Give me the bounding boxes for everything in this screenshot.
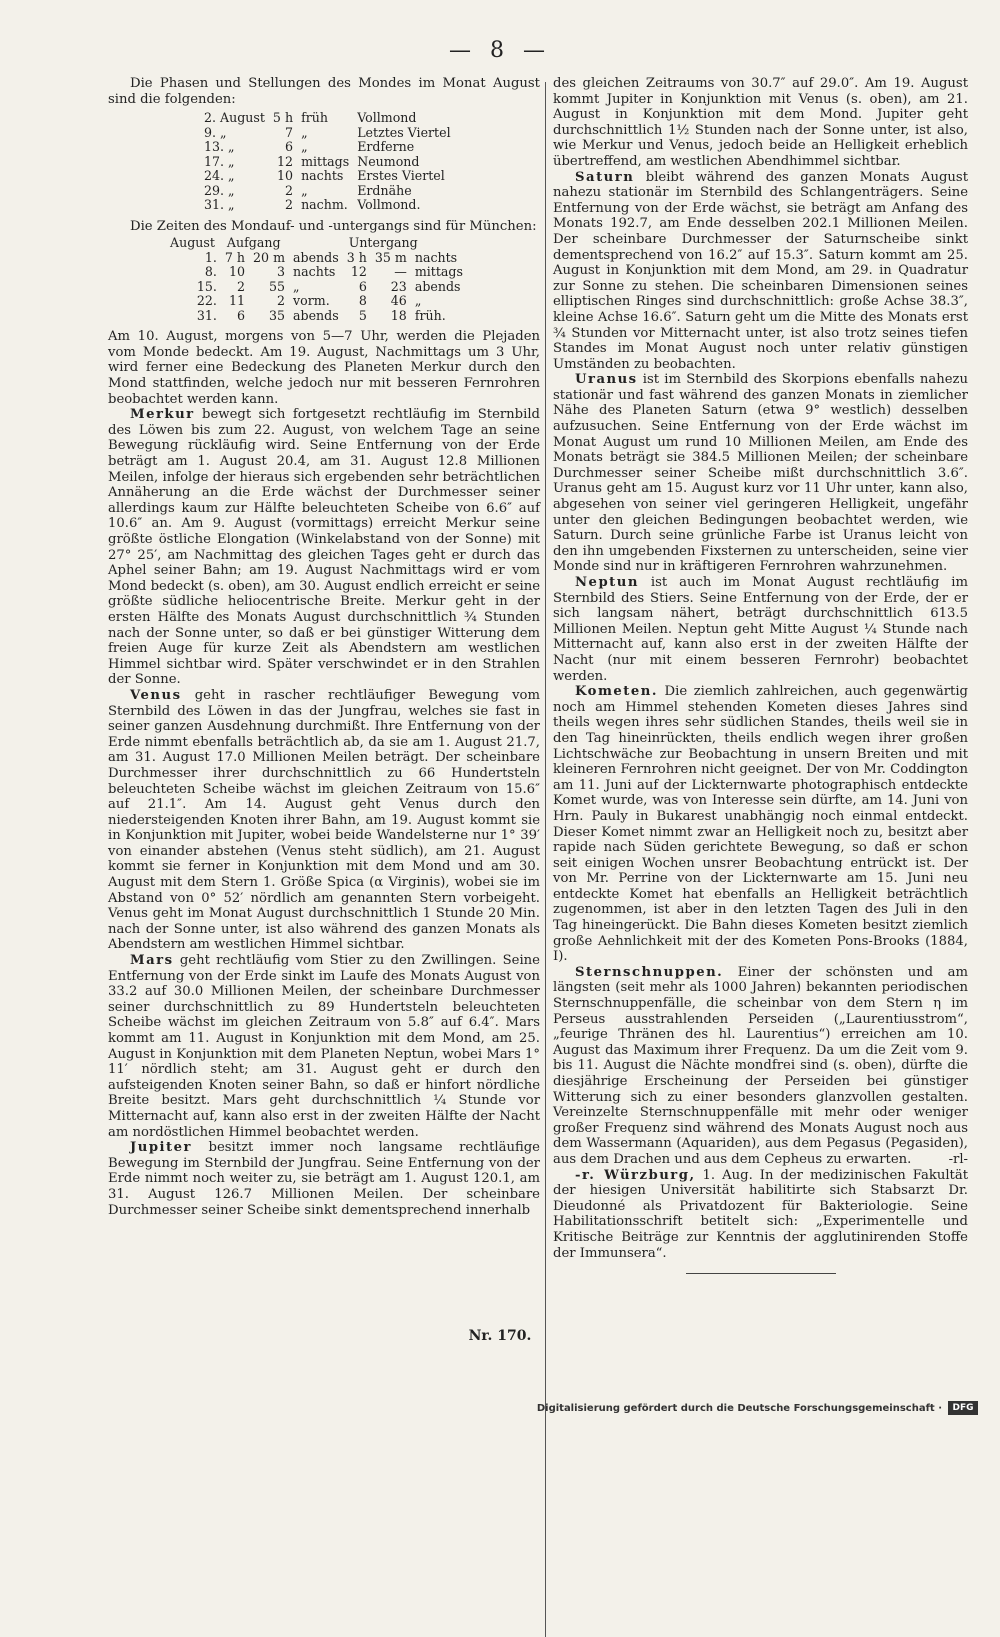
moonrise-day: 22. [196, 293, 217, 309]
moon-phases-table [200, 111, 455, 213]
uranus-heading: Uranus [575, 372, 638, 388]
moonrise-row [164, 251, 467, 266]
plejaden-paragraph: Am 10. August, morgens von 5—7 Uhr, werden die Plejaden vom Monde bedeckt. Am 19. August, Nachmittags um 3 Uhr, wird ferner eine Bedeckung des Planeten Merkur durch den Mond stattfinden, welche jedoch nur mit besseren Fernrohren beobachtet werden kann. [108, 329, 540, 407]
digitization-credit: Digitalisierung gefördert durch die Deutsche Forschungsgemeinschaft · [536, 1403, 942, 1414]
moon-phase-date: 29. „ [204, 182, 235, 198]
moon-phase-time: nachm. [301, 197, 348, 213]
issue-number: Nr. 170. [468, 1328, 532, 1344]
moon-phase-hour: 2 [285, 182, 294, 198]
moon-phase-row [200, 111, 455, 126]
moonrise-daytime: abends [293, 307, 339, 323]
moonrise-minute: 55 [269, 278, 286, 294]
moonrise-header-august: August [170, 235, 215, 251]
moon-phase-time: „ [301, 124, 308, 140]
jupiter-text: besitzt immer noch langsame rechtläufige Bewegung im Sternbild der Jungfrau. Seine Entfernung von der Erde nimmt noch weiter zu, sie beträgt am 1. August 120.1, am 31. August 126.7 Millionen Meilen. Der scheinbare Durchmesser seiner Scheibe sinkt dementsprechend innerhalb [108, 1140, 540, 1218]
moon-phase-hour: 6 [285, 139, 294, 155]
moonset-minute: — [394, 264, 407, 280]
moonrise-header-aufgang: Aufgang [226, 235, 281, 251]
merkur-heading: Merkur [130, 407, 195, 423]
moon-phase-event: Erstes Viertel [357, 168, 445, 184]
moon-phase-row [200, 169, 455, 184]
venus-paragraph [108, 688, 540, 953]
moonset-hour: 5 [358, 307, 367, 323]
moon-phase-event: Vollmond. [357, 197, 421, 213]
moonrise-minute: 35 [269, 307, 286, 323]
moonrise-row [164, 294, 467, 309]
moonset-daytime: früh. [414, 307, 446, 323]
moonrise-header-untergang: Untergang [348, 235, 418, 251]
moonset-hour: 12 [350, 264, 367, 280]
moonrise-day: 8. [204, 264, 217, 280]
saturn-heading: Saturn [575, 169, 635, 185]
moon-phase-time: früh [301, 110, 328, 126]
page-number: — 8 — [449, 38, 551, 63]
neptun-text: ist auch im Monat August rechtläufig im Sternbild des Stiers. Seine Entfernung von der Erde, der er sich langsam nähert, beträgt durchschnittlich 613.5 Millionen Meilen. Neptun geht Mitte August ¼ Stunde nach Mitternacht auf, kann also erst in der zweiten Hälfte der Nacht (nur mit einem besseren Fernrohr) beobachtet werden. [553, 575, 968, 684]
moon-phase-row [200, 155, 455, 170]
moon-phase-time: „ [301, 139, 308, 155]
moonrise-minute: 20 m [253, 249, 286, 265]
moonrise-hour: 10 [229, 264, 246, 280]
moonrise-table [164, 236, 467, 323]
jupiter-heading: Jupiter [130, 1140, 192, 1156]
sternschnuppen-text: Einer der schönsten und am längsten (seit mehr als 1000 Jahren) bekannten periodischen Sternschnuppenfälle, die scheinbar von dem Stern η im Perseus ausstrahlenden Perseiden („Laurentiusstrom“, „feurige Thränen des hl. Laurentius“) erreichen am 10. August das Maximum ihrer Frequenz. Da um die Zeit vom 9. bis 11. August die Nächte mondfrei sind (s. oben), dürfte die diesjährige Erscheinung der Perseiden bei günstiger Witterung sich zu einer besonders glanzvollen gestalten. Vereinzelte Sternschnuppenfälle mit mehr oder weniger großer Frequenz sind während des Monats August noch aus dem Wassermann (Aquariden), aus dem Pegasus (Pegasiden), aus dem Drachen und aus dem Cepheus zu erwarten. [553, 964, 968, 1167]
moonrise-row [164, 309, 467, 324]
kometen-heading: Kometen. [575, 684, 658, 700]
moon-phase-hour: 5 h [272, 110, 294, 126]
moon-phase-event: Erdnähe [357, 182, 412, 198]
moonset-daytime: nachts [414, 249, 458, 265]
mars-heading: Mars [130, 953, 174, 969]
end-rule [686, 1273, 836, 1274]
moonset-daytime: abends [414, 278, 461, 294]
sternschnuppen-heading: Sternschnuppen. [575, 964, 724, 980]
wuerzburg-text: 1. Aug. In der medizinischen Fakultät der hiesigen Universität habilitirte sich Stabsarzt Dr. Dieudonné als Privatdozent für Bakteriologie. Seine Habilitationsschrift betitelt sich: „Experimentelle und Kritische Beiträge zur Kenntnis der agglutinirenden Stoffe der Immunsera“. [553, 1167, 969, 1261]
sternschnuppen-paragraph [553, 965, 968, 1168]
kometen-text: Die ziemlich zahlreichen, auch gegenwärtig noch am Himmel stehenden Kometen dieses Jahres sind theils wegen ihres sehr südlichen Standes, theils weil sie in den Tag hineinrückten, theils endlich wegen ihrer großen Lichtschwäche zur Beobachtung in unsern Breiten und mit kleineren Fernrohren nicht geeignet. Der von Mr. Coddington am 11. Juni auf der Lickternwarte photographisch entdeckte Komet wurde, was von Interesse sein dürfte, am 14. Juni von Hrn. Pauly in Bukarest unabhängig noch einmal entdeckt. Dieser Komet nimmt zwar an Helligkeit noch zu, besitzt aber rapide nach Süden gerichtete Bewegung, so daß er schon seit einigen Wochen unsrer Beobachtung entrückt ist. Der von Mr. Perrine von der Lickternwarte am 15. Juni neu entdeckte Komet hat ebenfalls an Helligkeit beträchtlich zugenommen, ist aber in den letzten Tagen des Juli in den Tag hineingerückt. Die Bahn dieses Kometen besitzt ziemlich große Aehnlichkeit mit der des Kometen Pons-Brooks (1884, I). [553, 684, 968, 965]
moonrise-daytime: „ [293, 278, 300, 294]
moon-phase-date: 31. „ [204, 197, 235, 213]
moon-phase-event: Erdferne [357, 139, 415, 155]
moonrise-intro: Die Zeiten des Mondauf- und -untergangs sind für München: [130, 218, 537, 234]
moonrise-day: 15. [196, 278, 217, 294]
moon-phase-date: 24. „ [204, 168, 235, 184]
moonset-minute: 46 [390, 293, 407, 309]
uranus-text: ist im Sternbild des Skorpions ebenfalls nahezu stationär und fast während des ganzen Monats in ziemlicher Nähe des Planeten Saturn (etwa 9° westlich) desselben aufzusuchen. Seine Entfernung von der Erde wächst im Monat August um rund 10 Millionen Meilen, am Ende des Monats beträgt sie 384.5 Millionen Meilen; der scheinbare Durchmesser seiner Scheibe mißt durchschnittlich 3.6″. Uranus geht am 15. August kurz vor 11 Uhr unter, kann also, abgesehen von seiner viel geringeren Helligkeit, ungefähr unter den gleichen Bedingungen beobachtet werden, wie Saturn. Durch seine grünliche Farbe ist Uranus leicht von den ihn umgebenden Fixsternen zu unterscheiden, seine vier Monde sind nur in kräftigeren Fernrohren wahrzunehmen. [553, 372, 968, 575]
wuerzburg-paragraph [553, 1168, 968, 1262]
moon-phase-row [200, 198, 455, 213]
moon-phase-row [200, 140, 455, 155]
kometen-paragraph [553, 684, 968, 965]
moonrise-daytime: vorm. [293, 293, 330, 309]
moonrise-hour: 7 h [224, 249, 246, 265]
moonrise-minute: 3 [277, 264, 286, 280]
moonrise-hour: 2 [237, 278, 246, 294]
moon-phase-date: 13. „ [204, 139, 235, 155]
moon-phase-time: nachts [301, 168, 344, 184]
jupiter-continued-paragraph: des gleichen Zeitraums von 30.7″ auf 29.0″. Am 19. August kommt Jupiter in Konjunktion mit Venus (s. oben), am 21. August in Konjunktion mit dem Mond. Jupiter geht durchschnittlich 1½ Stunden nach der Sonne unter, ist also, wie Merkur und Venus, jedoch beide an Helligkeit erheblich übertreffend, am westlichen Abendhimmel sichtbar. [553, 76, 968, 169]
moonset-hour: 3 h [346, 249, 367, 265]
neptun-heading: Neptun [575, 575, 639, 590]
moon-phase-hour: 12 [277, 153, 294, 169]
mars-text: geht rechtläufig vom Stier zu den Zwillingen. Seine Entfernung von der Erde sinkt im Laufe des Monats August von 33.2 auf 30.0 Millionen Meilen, der scheinbare Durchmesser seiner durchschnittlich zu 89 Hundertsteln beleuchteten Scheibe wächst im gleichen Zeitraum von 5.8″ auf 6.4″. Mars kommt am 11. August in Konjunktion mit dem Mond, am 25. August in Konjunktion mit dem Planeten Neptun, wobei Mars 1° 11′ nördlich steht; am 31. August geht er durch den aufsteigenden Knoten seiner Bahn, so daß er hinfort nördliche Breite besitzt. Mars geht durchschnittlich ¼ Stunde vor Mitternacht auf, kann also erst in der zweiten Hälfte der Nacht am nordöstlichen Himmel beobachtet werden. [108, 953, 540, 1140]
merkur-text: bewegt sich fortgesetzt rechtläufig im Sternbild des Löwen bis zum 22. August, von welchem Tage an seine Bewegung rückläufig wird. Seine Entfernung von der Erde beträgt am 1. August 20.4, am 31. August 12.8 Millionen Meilen, infolge der hieraus sich ergebenden sehr beträchtlichen Annäherung an die Erde wächst der Durchmesser seiner allerdings kaum zur Hälfte beleuchteten Scheibe von 6.6″ auf 10.6″ an. Am 9. August (vormittags) erreicht Merkur seine größte östliche Elongation (Winkelabstand von der Sonne) mit 27° 25′, am Nachmittag des gleichen Tages geht er durch das Aphel seiner Bahn; am 19. August Nachmittags wird er vom Mond bedeckt (s. oben), am 30. August endlich erreicht er seine größte südliche heliocentrische Breite. Merkur geht in der ersten Hälfte des Monats August durchschnittlich ¾ Stunden nach der Sonne unter, so daß er bei günstiger Witterung dem freien Auge für kurze Zeit als Abendstern am westlichen Himmel sichtbar wird. Später verschwindet er in den Strahlen der Sonne. [108, 407, 540, 688]
moonrise-daytime: abends [293, 249, 339, 265]
merkur-paragraph [108, 407, 540, 688]
moonset-minute: 23 [390, 278, 407, 294]
sternschnuppen-signature: -rl- [948, 1151, 968, 1167]
wuerzburg-byline: -r. Würzburg, [575, 1167, 696, 1183]
moonrise-minute: 2 [277, 293, 286, 309]
neptun-paragraph [553, 575, 968, 684]
moonset-minute: 35 m [374, 249, 407, 265]
moonset-minute: 18 [390, 307, 407, 323]
moonset-daytime: „ [414, 293, 422, 309]
moon-phases-intro: Die Phasen und Stellungen des Mondes im Monat August sind die folgenden: [108, 76, 540, 107]
moonset-hour: 8 [358, 293, 367, 309]
mars-paragraph [108, 953, 540, 1140]
jupiter-paragraph [108, 1140, 540, 1218]
moonset-hour: 6 [358, 278, 367, 294]
moon-phase-date: 17. „ [204, 153, 235, 169]
moon-phase-hour: 7 [285, 124, 294, 140]
left-column [108, 76, 540, 1218]
moon-phase-time: mittags [301, 153, 350, 169]
moonset-daytime: mittags [414, 264, 463, 280]
moon-phase-time: „ [301, 182, 308, 198]
moon-phase-date: 9. „ [204, 124, 227, 140]
moonrise-hour: 11 [229, 293, 246, 309]
moon-phase-row [200, 184, 455, 199]
right-column [553, 76, 968, 1274]
moon-phase-date: 2. August [204, 110, 265, 126]
venus-heading: Venus [130, 687, 182, 703]
moonrise-hour: 6 [237, 307, 246, 323]
moon-phase-event: Vollmond [357, 110, 417, 126]
moonrise-day: 1. [204, 249, 217, 265]
moon-phase-hour: 2 [285, 197, 294, 213]
dfg-logo: DFG [948, 1401, 978, 1415]
moonrise-row [164, 280, 467, 295]
uranus-paragraph [553, 372, 968, 575]
moonrise-row [164, 265, 467, 280]
saturn-paragraph [553, 170, 968, 373]
moon-phase-row [200, 126, 455, 141]
moon-phase-event: Letztes Viertel [357, 124, 451, 140]
venus-text: geht in rascher rechtläufiger Bewegung vom Sternbild des Löwen in das der Jungfrau, welches sie fast in seiner ganzen Ausdehnung durchmißt. Ihre Entfernung von der Erde nimmt ebenfalls beträchtlich ab, da sie am 1. August 21.7, am 31. August 17.0 Millionen Meilen beträgt. Der scheinbare Durchmesser ihrer durchschnittlich zu 66 Hundertsteln beleuchteten Scheibe wächst im gleichen Zeitraum von 15.6″ auf 21.1″. Am 14. August geht Venus durch den niedersteigenden Knoten ihrer Bahn, am 19. August kommt sie in Konjunktion mit Jupiter, wobei beide Wandelsterne nur 1° 39′ von einander abstehen (Venus steht südlich), am 21. August kommt sie ferner in Konjunktion mit dem Mond und am 30. August mit dem Stern 1. Größe Spica (α Virginis), wobei sie im Abstand von 0° 52′ nördlich am genannten Stern vorbeigeht. Venus geht im Monat August durchschnittlich 1 Stunde 20 Min. nach der Sonne unter, ist also während des ganzen Monats als Abendstern am westlichen Himmel sichtbar. [108, 687, 540, 953]
moonrise-daytime: nachts [293, 264, 336, 280]
moonrise-day: 31. [196, 307, 217, 323]
moon-phase-hour: 10 [277, 168, 294, 184]
saturn-text: bleibt während des ganzen Monats August nahezu stationär im Sternbild des Schlangenträgers. Seine Entfernung von der Erde wächst, sie beträgt am Anfang des Monats 192.7, am Ende desselben 202.1 Millionen Meilen. Der scheinbare Durchmesser der Saturnscheibe sinkt dementsprechend von 16.2″ auf 15.3″. Saturn kommt am 25. August in Konjunktion mit dem Mond, am 29. in Quadratur zur Sonne zu stehen. Die scheinbaren Dimensionen seines elliptischen Ringes sind durchschnittlich: große Achse 38.3″, kleine Achse 16.6″. Saturn geht um die Mitte des Monats erst ¾ Stunden vor Mitternacht unter, ist also trotz seines tiefen Standes im Monat August noch unter relativ günstigen Umständen zu beobachten. [553, 169, 968, 372]
moon-phase-event: Neumond [357, 153, 420, 169]
